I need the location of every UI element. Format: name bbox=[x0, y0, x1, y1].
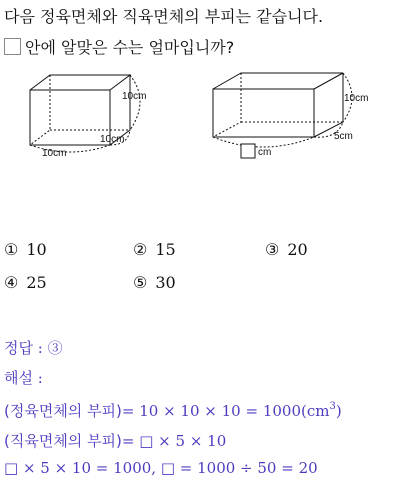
option-2[interactable] bbox=[133, 240, 176, 259]
option-2-value: 15 bbox=[155, 240, 176, 259]
option-1-number: ① bbox=[4, 240, 19, 259]
option-5-number: ⑤ bbox=[133, 273, 148, 292]
option-2-number: ② bbox=[133, 240, 148, 259]
option-4[interactable] bbox=[4, 273, 47, 292]
cuboid-figure bbox=[213, 73, 368, 158]
question-line-2 bbox=[4, 35, 234, 58]
question-line-1: 다음 정육면체와 직육면체의 부피는 같습니다. bbox=[4, 7, 324, 26]
cuboid-width-unit: cm bbox=[258, 147, 272, 158]
option-3-value: 20 bbox=[287, 240, 308, 259]
option-3[interactable] bbox=[265, 240, 308, 259]
explanation-line-3: □ × 5 × 10 = 1000, □ = 1000 ÷ 50 = 20 bbox=[4, 459, 318, 477]
cube-volume-formula: = 10 × 10 × 10 = 1000(cm bbox=[121, 402, 330, 420]
cuboid-width-blank-box bbox=[241, 144, 255, 158]
option-1-value: 10 bbox=[26, 240, 47, 259]
option-5[interactable] bbox=[133, 273, 176, 292]
answer-blank-box bbox=[4, 38, 21, 55]
cube-volume-label: (정육면체의 부피) bbox=[4, 402, 122, 420]
cuboid-height-label: 10cm bbox=[344, 93, 369, 104]
explanation-line-2 bbox=[4, 430, 226, 451]
cuboid-volume-formula: = □ × 5 × 10 bbox=[121, 432, 227, 450]
cube-width-label: 10cm bbox=[42, 148, 67, 159]
option-3-number: ③ bbox=[265, 240, 280, 259]
cube-depth-label: 10cm bbox=[100, 134, 125, 145]
option-4-number: ④ bbox=[4, 273, 19, 292]
answer-label: 정답 : ③ bbox=[4, 339, 63, 357]
question-line-2-text: 안에 알맞은 수는 얼마입니까? bbox=[25, 38, 235, 57]
cube-height-label: 10cm bbox=[122, 91, 147, 102]
option-1[interactable] bbox=[4, 240, 47, 259]
cube-volume-exponent: 3 bbox=[329, 401, 336, 412]
cuboid-volume-label: (직육면체의 부피) bbox=[4, 432, 122, 450]
cuboid-depth-label: 5cm bbox=[334, 131, 353, 142]
figures bbox=[0, 65, 400, 170]
option-4-value: 25 bbox=[26, 273, 47, 292]
cube-figure bbox=[30, 75, 146, 159]
explanation-label: 해설 : bbox=[4, 369, 43, 387]
option-5-value: 30 bbox=[155, 273, 176, 292]
explanation-line-1 bbox=[4, 400, 342, 421]
cube-volume-close: ) bbox=[335, 402, 342, 420]
